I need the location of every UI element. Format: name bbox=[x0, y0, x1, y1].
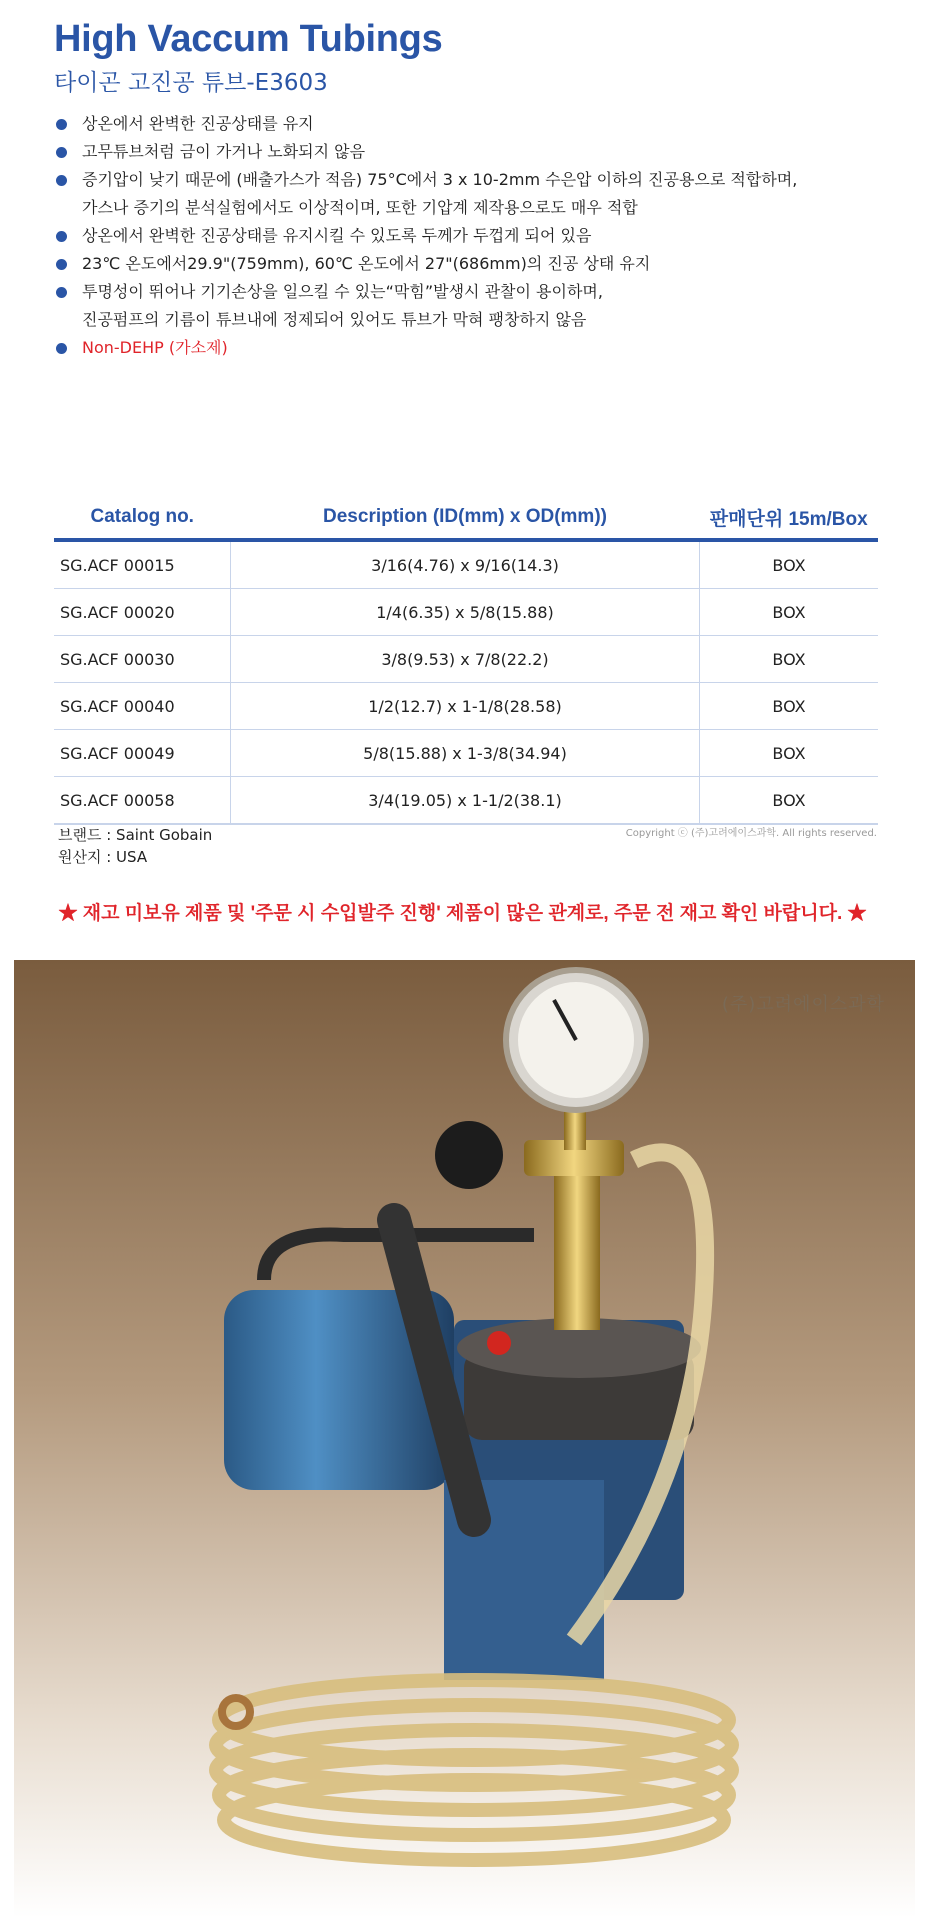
product-photo bbox=[14, 960, 915, 1918]
description-cell: 1/4(6.35) x 5/8(15.88) bbox=[231, 589, 700, 636]
feature-item: 증기압이 낮기 때문에 (배출가스가 적음) 75°C에서 3 x 10-2mm 수은압 이하의 진공용으로 적합하며, 가스나 증기의 분석실험에서도 이상적이며, 또한 기압계 제작용으로도 매우 적합 bbox=[54, 166, 874, 222]
feature-item: 상온에서 완벽한 진공상태를 유지 bbox=[54, 110, 874, 138]
unit-cell: BOX bbox=[700, 730, 879, 777]
copyright-text: Copyright ⓒ (주)고려에이스과학. All rights reserved. bbox=[625, 828, 877, 839]
table-header-row bbox=[54, 496, 878, 540]
bullet-icon bbox=[56, 119, 67, 130]
description-cell: 3/4(19.05) x 1-1/2(38.1) bbox=[231, 777, 700, 825]
bullet-icon bbox=[56, 147, 67, 158]
page-subtitle: 타이곤 고진공 튜브-E3603 bbox=[54, 70, 328, 96]
feature-item: 23℃ 온도에서29.9"(759mm), 60℃ 온도에서 27"(686mm)의 진공 상태 유지 bbox=[54, 250, 874, 278]
feature-item: 투명성이 뛰어나 기기손상을 일으킬 수 있는“막힘”발생시 관찰이 용이하며, 진공펌프의 기름이 튜브내에 정제되어 있어도 튜브가 막혀 팽창하지 않음 bbox=[54, 278, 874, 334]
description-cell: 5/8(15.88) x 1-3/8(34.94) bbox=[231, 730, 700, 777]
catalog-cell: SG.ACF 00015 bbox=[54, 540, 231, 589]
catalog-cell: SG.ACF 00020 bbox=[54, 589, 231, 636]
catalog-cell: SG.ACF 00030 bbox=[54, 636, 231, 683]
unit-cell: BOX bbox=[700, 777, 879, 825]
catalog-cell: SG.ACF 00058 bbox=[54, 777, 231, 825]
vacuum-pump-illustration bbox=[14, 960, 915, 1918]
brand-label: 브랜드 : Saint Gobain bbox=[58, 826, 213, 844]
catalog-cell: SG.ACF 00049 bbox=[54, 730, 231, 777]
unit-cell: BOX bbox=[700, 636, 879, 683]
column-header-unit: 판매단위 15m/Box bbox=[700, 496, 879, 540]
description-cell: 1/2(12.7) x 1-1/8(28.58) bbox=[231, 683, 700, 730]
page-title: High Vaccum Tubings bbox=[54, 18, 443, 60]
bullet-icon bbox=[56, 287, 67, 298]
feature-list bbox=[54, 110, 874, 362]
catalog-cell: SG.ACF 00040 bbox=[54, 683, 231, 730]
bullet-icon bbox=[56, 175, 67, 186]
bullet-icon bbox=[56, 259, 67, 270]
bullet-icon bbox=[56, 231, 67, 242]
feature-item: 고무튜브처럼 금이 가거나 노화되지 않음 bbox=[54, 138, 874, 166]
watermark-text: (주)고려에이스과학 bbox=[721, 994, 885, 1015]
description-cell: 3/16(4.76) x 9/16(14.3) bbox=[231, 540, 700, 589]
feature-item: 상온에서 완벽한 진공상태를 유지시킬 수 있도록 두께가 두껍게 되어 있음 bbox=[54, 222, 874, 250]
unit-cell: BOX bbox=[700, 540, 879, 589]
column-header-description: Description (ID(mm) x OD(mm)) bbox=[231, 496, 700, 540]
table-row bbox=[54, 540, 878, 589]
feature-item-non-dehp: Non-DEHP (가소제) bbox=[54, 334, 874, 362]
origin-label: 원산지 : USA bbox=[58, 848, 148, 866]
product-origin-info bbox=[58, 824, 212, 868]
product-table bbox=[54, 496, 878, 825]
unit-cell: BOX bbox=[700, 683, 879, 730]
table-row bbox=[54, 777, 878, 825]
stock-notice: ★ 재고 미보유 제품 및 '주문 시 수입발주 진행' 제품이 많은 관계로, 주문 전 재고 확인 바랍니다. ★ bbox=[58, 903, 867, 924]
description-cell: 3/8(9.53) x 7/8(22.2) bbox=[231, 636, 700, 683]
table-row bbox=[54, 589, 878, 636]
bullet-icon bbox=[56, 343, 67, 354]
table-row bbox=[54, 636, 878, 683]
unit-cell: BOX bbox=[700, 589, 879, 636]
column-header-catalog: Catalog no. bbox=[54, 496, 231, 540]
table-row bbox=[54, 683, 878, 730]
table-row bbox=[54, 730, 878, 777]
